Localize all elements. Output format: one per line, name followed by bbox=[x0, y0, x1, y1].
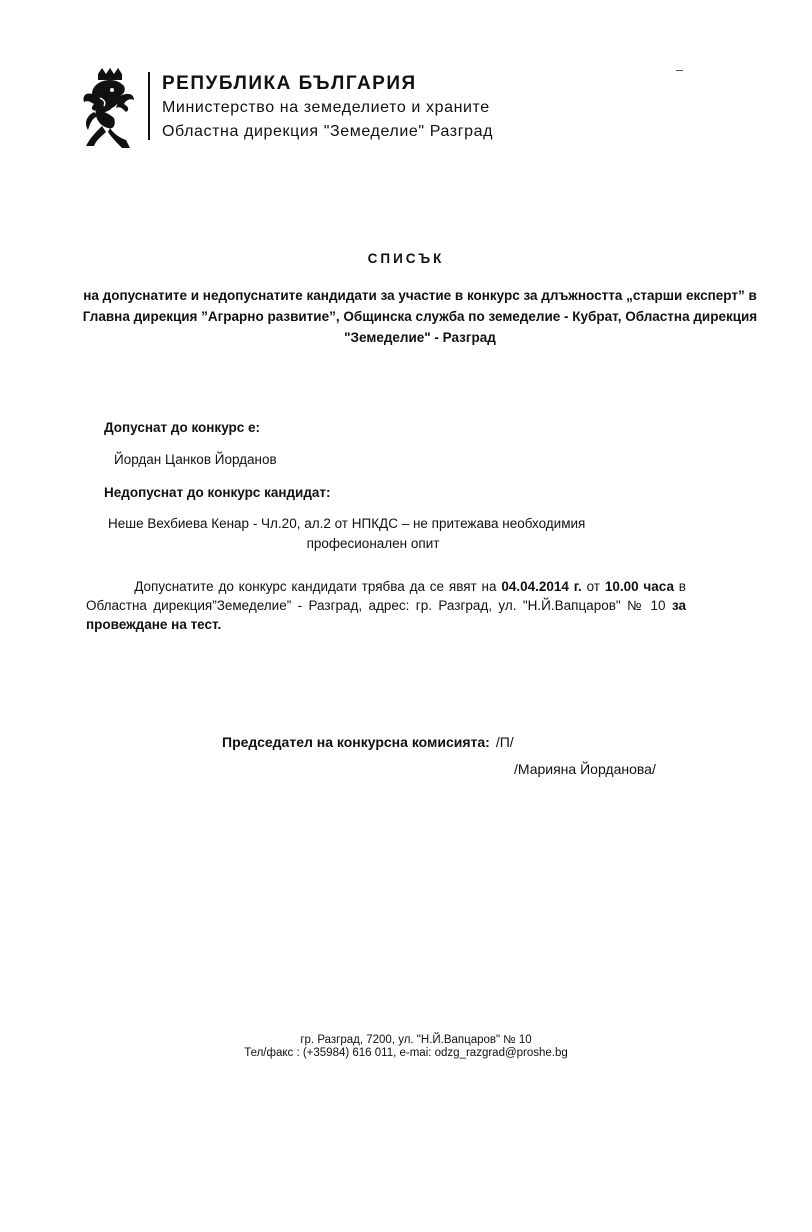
header-divider bbox=[148, 72, 150, 140]
country-name: РЕПУБЛИКА БЪЛГАРИЯ bbox=[162, 73, 417, 94]
notice-text-3: в Областна дирекция”Земеделие” - Разград, адрес: гр. Разград, ул. "Н.Й.Вапцаров" № 10 bbox=[86, 579, 686, 613]
rejected-candidate-reason-cont: професионален опит bbox=[306, 536, 440, 551]
exam-notice bbox=[86, 577, 686, 634]
chair-name: /Марияна Йорданова/ bbox=[514, 761, 656, 777]
chair-signature: /П/ bbox=[495, 734, 514, 750]
footer bbox=[0, 1034, 812, 1060]
notice-text-2: от bbox=[586, 579, 600, 594]
notice-text-1: Допуснатите до конкурс кандидати трябва да се явят на bbox=[134, 579, 497, 594]
rejected-candidate-entry bbox=[108, 514, 686, 554]
document-title: СПИСЪК bbox=[367, 251, 445, 266]
bulgarian-lion-coat-of-arms-icon bbox=[80, 68, 136, 152]
admitted-label: Допуснат до конкурс е: bbox=[104, 420, 261, 435]
exam-purpose: за провеждане на тест. bbox=[86, 598, 686, 632]
rejected-candidate-reason: Неше Вехбиева Кенар - Чл.20, ал.2 от НПКДС – не притежава необходимия bbox=[108, 516, 586, 531]
document-subtitle: на допуснатите и недопуснатите кандидати за участие в конкурс за длъжността „старши експерт” в Главна дирекция ”Аграрно развитие”, Общинска служба по земеделие - Кубрат, Областна дирекция "Земеделие" - Разград bbox=[82, 288, 758, 345]
letterhead bbox=[162, 72, 493, 144]
footer-contacts: Тел/факс : (+35984) 616 011, e-mai: odzg_razgrad@proshe.bg bbox=[244, 1047, 568, 1059]
exam-date: 04.04.2014 г. bbox=[501, 579, 582, 594]
exam-time: 10.00 часа bbox=[604, 579, 674, 594]
rejected-label: Недопуснат до конкурс кандидат: bbox=[104, 485, 331, 500]
footer-address: гр. Разград, 7200, ул. "Н.Й.Вапцаров" № 10 bbox=[300, 1034, 532, 1046]
chair-line bbox=[222, 734, 514, 750]
chair-label: Председател на конкурсна комисията: bbox=[222, 734, 490, 750]
scan-mark bbox=[676, 70, 683, 71]
admitted-candidate-name: Йордан Цанков Йорданов bbox=[114, 452, 277, 467]
ministry-name: Министерство на земеделието и храните bbox=[162, 99, 490, 116]
directorate-name: Областна дирекция "Земеделие" Разград bbox=[162, 123, 494, 140]
